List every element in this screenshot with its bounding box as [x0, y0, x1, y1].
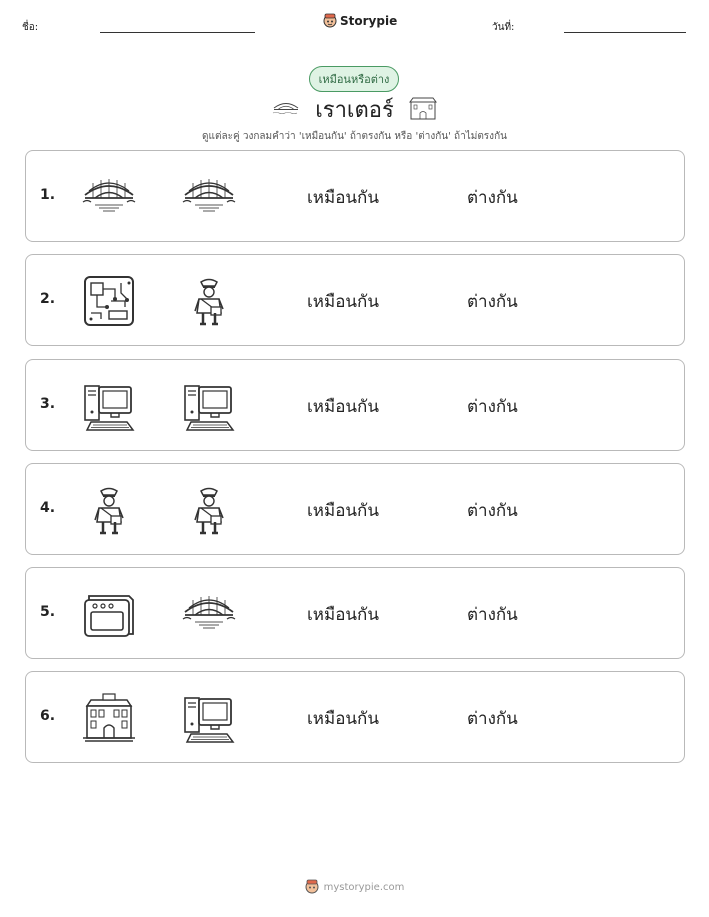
- option-same[interactable]: เหมือนกัน: [307, 605, 379, 625]
- title-row: [0, 92, 709, 127]
- storypie-logo: [323, 13, 397, 29]
- bridge-icon: [181, 586, 237, 642]
- question-number: 1.: [40, 187, 56, 203]
- question-card: [25, 671, 685, 763]
- option-same[interactable]: เหมือนกัน: [307, 292, 379, 312]
- question-card: [25, 150, 685, 242]
- option-different[interactable]: ต่างกัน: [467, 709, 518, 729]
- option-different[interactable]: ต่างกัน: [467, 605, 518, 625]
- footer: [0, 879, 709, 895]
- building-icon: [408, 95, 438, 125]
- mascot-icon: [323, 13, 337, 29]
- name-line[interactable]: [100, 32, 255, 33]
- mascot-icon: [305, 879, 319, 895]
- topic-badge: เหมือนหรือต่าง: [309, 66, 399, 92]
- instructions: ดูแต่ละคู่ วงกลมคำว่า 'เหมือนกัน' ถ้าตรงกัน หรือ 'ต่างกัน' ถ้าไม่ตรงกัน: [202, 131, 507, 142]
- mail-carrier-icon: [181, 273, 237, 329]
- oven-icon: [81, 586, 137, 642]
- option-same[interactable]: เหมือนกัน: [307, 188, 379, 208]
- mail-carrier-icon: [81, 482, 137, 538]
- option-different[interactable]: ต่างกัน: [467, 188, 518, 208]
- bridge-icon: [271, 98, 301, 122]
- option-different[interactable]: ต่างกัน: [467, 292, 518, 312]
- date-line[interactable]: [564, 32, 686, 33]
- page-title: เราเตอร์: [315, 98, 394, 123]
- bridge-icon: [81, 169, 137, 225]
- desktop-computer-icon: [181, 690, 237, 746]
- building-icon: [81, 690, 137, 746]
- question-number: 5.: [40, 604, 56, 620]
- circuit-board-icon: [81, 273, 137, 329]
- question-number: 6.: [40, 708, 56, 724]
- question-card: [25, 463, 685, 555]
- question-card: [25, 254, 685, 346]
- date-label: วันที่:: [492, 22, 515, 33]
- option-different[interactable]: ต่างกัน: [467, 397, 518, 417]
- question-number: 3.: [40, 396, 56, 412]
- option-same[interactable]: เหมือนกัน: [307, 709, 379, 729]
- mail-carrier-icon: [181, 482, 237, 538]
- footer-url[interactable]: mystorypie.com: [323, 881, 405, 893]
- option-same[interactable]: เหมือนกัน: [307, 397, 379, 417]
- bridge-icon: [181, 169, 237, 225]
- question-number: 4.: [40, 500, 56, 516]
- question-card: [25, 567, 685, 659]
- desktop-computer-icon: [181, 378, 237, 434]
- desktop-computer-icon: [81, 378, 137, 434]
- question-number: 2.: [40, 291, 56, 307]
- option-same[interactable]: เหมือนกัน: [307, 501, 379, 521]
- name-label: ชื่อ:: [22, 22, 39, 33]
- question-card: [25, 359, 685, 451]
- logo-text: Storypie: [340, 14, 398, 28]
- option-different[interactable]: ต่างกัน: [467, 501, 518, 521]
